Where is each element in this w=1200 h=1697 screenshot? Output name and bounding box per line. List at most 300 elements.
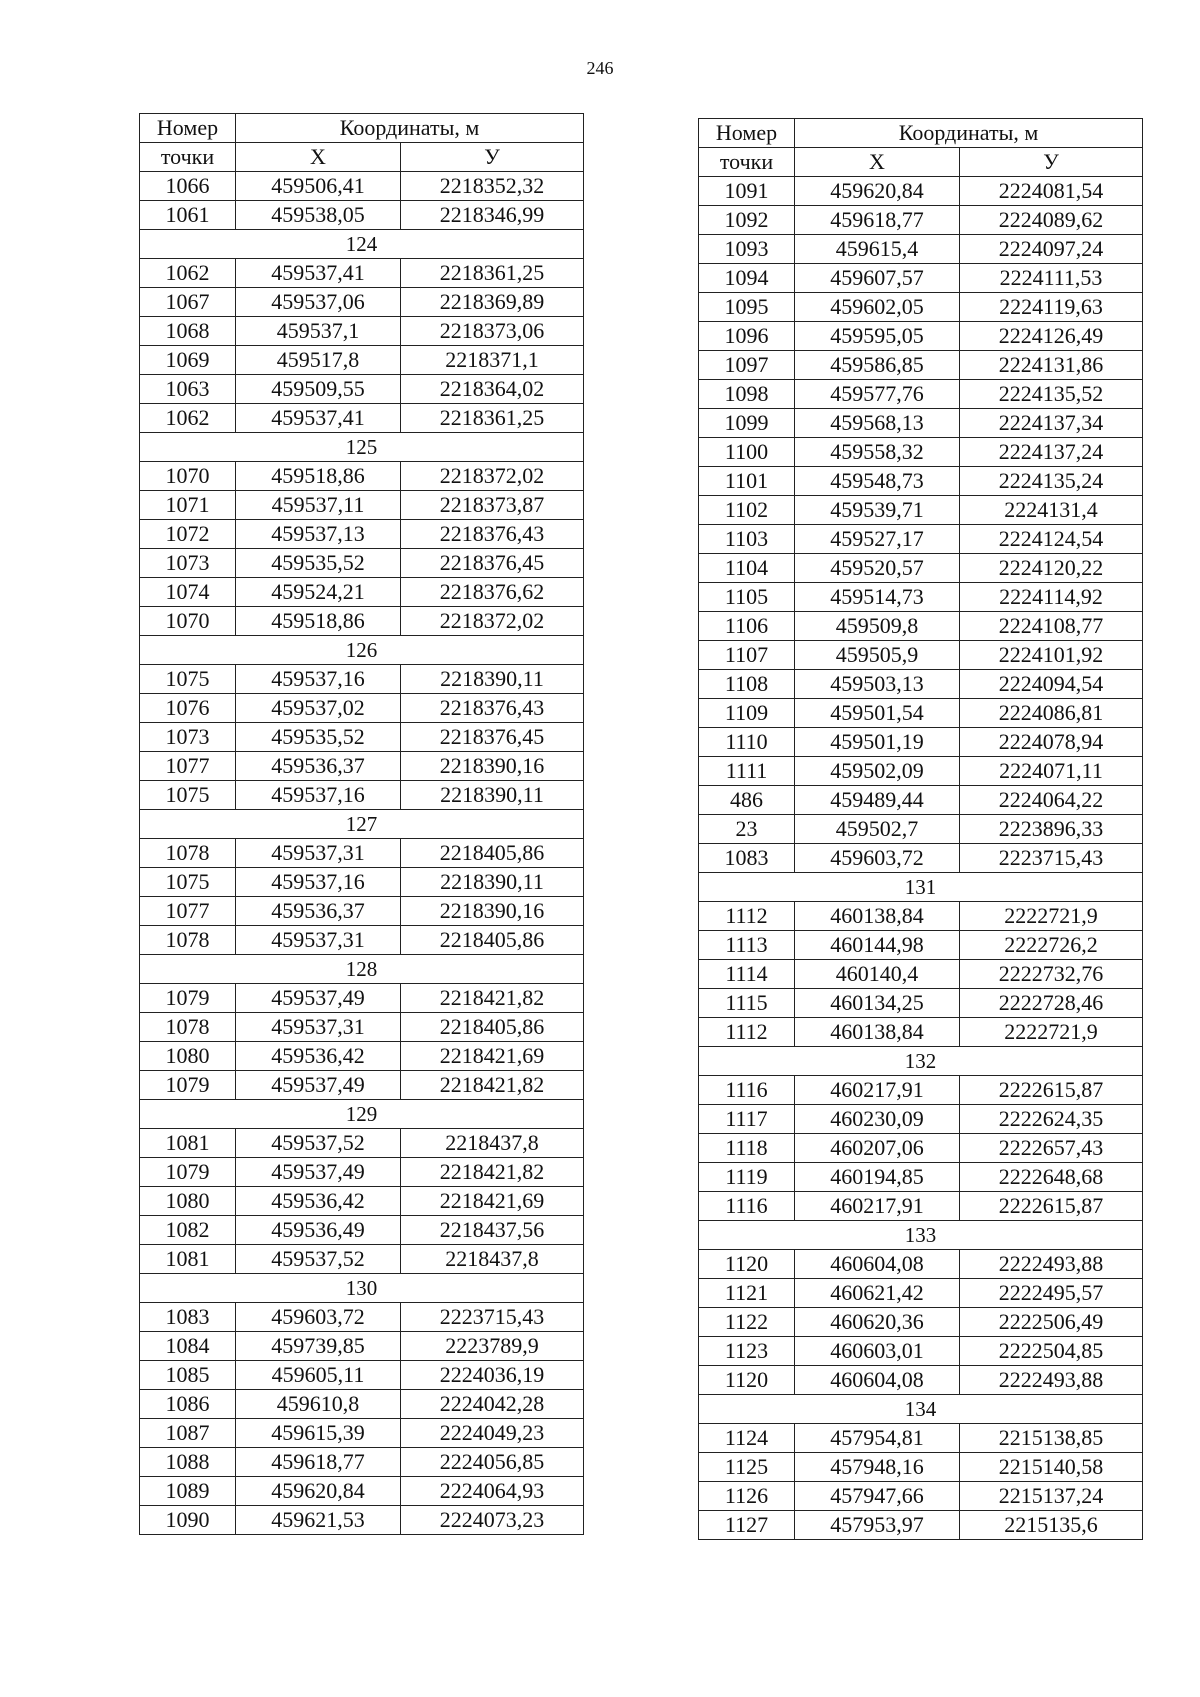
table-row (699, 380, 1143, 409)
x-coordinate-cell: 459577,76 (795, 380, 960, 409)
point-number-cell: 1075 (140, 868, 236, 897)
table-row (140, 520, 584, 549)
point-number-cell: 1116 (699, 1076, 795, 1105)
point-number-header: Номер (699, 119, 795, 148)
point-number-cell: 1124 (699, 1424, 795, 1453)
point-number-cell: 1076 (140, 694, 236, 723)
point-number-cell: 1122 (699, 1308, 795, 1337)
table-row (699, 438, 1143, 467)
x-coordinate-cell: 459537,06 (236, 288, 401, 317)
x-coordinate-cell: 459537,31 (236, 926, 401, 955)
x-coordinate-cell: 460138,84 (795, 902, 960, 931)
y-coordinate-cell: 2223715,43 (960, 844, 1143, 873)
y-coordinate-cell: 2222648,68 (960, 1163, 1143, 1192)
group-header-row (140, 1274, 584, 1303)
table-row (699, 1279, 1143, 1308)
y-coordinate-cell: 2218390,11 (401, 868, 584, 897)
table-row (140, 1071, 584, 1100)
y-coordinate-cell: 2218437,56 (401, 1216, 584, 1245)
x-coordinate-cell: 459537,52 (236, 1129, 401, 1158)
point-number-cell: 1077 (140, 752, 236, 781)
y-coordinate-cell: 2223789,9 (401, 1332, 584, 1361)
point-number-cell: 1115 (699, 989, 795, 1018)
group-header-row (699, 1047, 1143, 1076)
x-coordinate-cell: 459537,31 (236, 839, 401, 868)
point-number-cell: 1117 (699, 1105, 795, 1134)
y-coordinate-cell: 2222721,9 (960, 902, 1143, 931)
table-row (140, 839, 584, 868)
x-coordinate-cell: 459501,54 (795, 699, 960, 728)
y-coordinate-cell: 2215135,6 (960, 1511, 1143, 1540)
table-row (140, 781, 584, 810)
point-number-cell: 1085 (140, 1361, 236, 1390)
point-number-cell: 1073 (140, 549, 236, 578)
group-header-row (140, 1100, 584, 1129)
y-coordinate-cell: 2222615,87 (960, 1076, 1143, 1105)
x-coordinate-cell: 459537,16 (236, 781, 401, 810)
table-row (699, 177, 1143, 206)
x-coordinate-cell: 459537,52 (236, 1245, 401, 1274)
table-row (140, 984, 584, 1013)
point-number-cell: 1101 (699, 467, 795, 496)
table-row (699, 699, 1143, 728)
y-coordinate-cell: 2224137,24 (960, 438, 1143, 467)
table-row (140, 317, 584, 346)
point-number-cell: 1106 (699, 612, 795, 641)
point-number-cell: 1090 (140, 1506, 236, 1535)
y-coordinate-cell: 2218376,43 (401, 520, 584, 549)
y-coordinate-cell: 2218390,11 (401, 665, 584, 694)
table-row (699, 1511, 1143, 1540)
point-number-cell: 1091 (699, 177, 795, 206)
y-coordinate-cell: 2224126,49 (960, 322, 1143, 351)
table-row (140, 752, 584, 781)
table-row (699, 1308, 1143, 1337)
x-coordinate-cell: 459537,49 (236, 1158, 401, 1187)
x-coordinate-cell: 459537,13 (236, 520, 401, 549)
point-number-cell: 1097 (699, 351, 795, 380)
table-row (699, 1192, 1143, 1221)
x-coordinate-cell: 459518,86 (236, 607, 401, 636)
table-row (140, 1245, 584, 1274)
y-coordinate-cell: 2224064,93 (401, 1477, 584, 1506)
table-row (140, 259, 584, 288)
table-row (140, 607, 584, 636)
table-row (140, 665, 584, 694)
x-coordinate-cell: 459509,8 (795, 612, 960, 641)
x-coordinate-cell: 459536,37 (236, 897, 401, 926)
y-coordinate-cell: 2223896,33 (960, 815, 1143, 844)
table-row (699, 264, 1143, 293)
y-coordinate-cell: 2222504,85 (960, 1337, 1143, 1366)
x-coordinate-cell: 459615,39 (236, 1419, 401, 1448)
table-row (699, 293, 1143, 322)
y-coordinate-cell: 2218352,32 (401, 172, 584, 201)
group-number: 124 (140, 230, 584, 259)
point-number-cell: 1078 (140, 839, 236, 868)
table-row (140, 346, 584, 375)
point-number-cell: 1062 (140, 404, 236, 433)
point-number-cell: 1096 (699, 322, 795, 351)
x-coordinate-cell: 460140,4 (795, 960, 960, 989)
coordinates-table-left (139, 113, 584, 1535)
y-coordinate-cell: 2218421,82 (401, 984, 584, 1013)
group-number: 132 (699, 1047, 1143, 1076)
x-coordinate-cell: 459537,41 (236, 404, 401, 433)
x-coordinate-cell: 460134,25 (795, 989, 960, 1018)
table-row (699, 844, 1143, 873)
x-coordinate-cell: 459537,31 (236, 1013, 401, 1042)
table-row (699, 641, 1143, 670)
table-row (140, 1303, 584, 1332)
table-row (699, 496, 1143, 525)
y-header: У (960, 148, 1143, 177)
table-row (699, 960, 1143, 989)
point-number-cell: 1078 (140, 1013, 236, 1042)
point-number-cell: 1093 (699, 235, 795, 264)
point-number-cell: 23 (699, 815, 795, 844)
y-coordinate-cell: 2218376,43 (401, 694, 584, 723)
y-coordinate-cell: 2224135,24 (960, 467, 1143, 496)
point-number-cell: 1081 (140, 1245, 236, 1274)
point-number-cell: 1105 (699, 583, 795, 612)
group-number: 129 (140, 1100, 584, 1129)
table-row (699, 1337, 1143, 1366)
table-row (699, 786, 1143, 815)
x-coordinate-cell: 459509,55 (236, 375, 401, 404)
point-number-cell: 1069 (140, 346, 236, 375)
point-number-cell: 1100 (699, 438, 795, 467)
table-row (699, 351, 1143, 380)
point-number-cell: 1095 (699, 293, 795, 322)
y-coordinate-cell: 2218437,8 (401, 1129, 584, 1158)
table-row (140, 694, 584, 723)
x-coordinate-cell: 459603,72 (795, 844, 960, 873)
x-coordinate-cell: 459502,09 (795, 757, 960, 786)
group-number: 131 (699, 873, 1143, 902)
table-row (140, 1419, 584, 1448)
point-number-cell: 1087 (140, 1419, 236, 1448)
group-number: 125 (140, 433, 584, 462)
x-coordinate-cell: 459603,72 (236, 1303, 401, 1332)
y-coordinate-cell: 2218346,99 (401, 201, 584, 230)
y-coordinate-cell: 2222493,88 (960, 1366, 1143, 1395)
y-coordinate-cell: 2222732,76 (960, 960, 1143, 989)
point-number-cell: 1119 (699, 1163, 795, 1192)
point-number-cell: 1072 (140, 520, 236, 549)
point-number-cell: 1067 (140, 288, 236, 317)
group-header-row (140, 810, 584, 839)
table-row (140, 1332, 584, 1361)
x-coordinate-cell: 459620,84 (236, 1477, 401, 1506)
x-coordinate-cell: 459524,21 (236, 578, 401, 607)
y-coordinate-cell: 2224135,52 (960, 380, 1143, 409)
y-coordinate-cell: 2224064,22 (960, 786, 1143, 815)
table-row (140, 1158, 584, 1187)
y-coordinate-cell: 2222721,9 (960, 1018, 1143, 1047)
y-coordinate-cell: 2218373,06 (401, 317, 584, 346)
x-header: X (795, 148, 960, 177)
point-number-cell: 1120 (699, 1250, 795, 1279)
x-coordinate-cell: 459537,16 (236, 868, 401, 897)
group-number: 128 (140, 955, 584, 984)
table-row (699, 612, 1143, 641)
table-row (140, 288, 584, 317)
y-coordinate-cell: 2224086,81 (960, 699, 1143, 728)
point-number-cell: 1112 (699, 902, 795, 931)
point-number-cell: 1066 (140, 172, 236, 201)
x-coordinate-cell: 459537,02 (236, 694, 401, 723)
y-coordinate-cell: 2224111,53 (960, 264, 1143, 293)
x-coordinate-cell: 460194,85 (795, 1163, 960, 1192)
x-coordinate-cell: 459505,9 (795, 641, 960, 670)
x-coordinate-cell: 459536,49 (236, 1216, 401, 1245)
table-row (699, 1250, 1143, 1279)
table-row (140, 578, 584, 607)
y-coordinate-cell: 2224101,92 (960, 641, 1143, 670)
x-coordinate-cell: 459568,13 (795, 409, 960, 438)
point-number-cell: 1077 (140, 897, 236, 926)
point-number-cell: 1084 (140, 1332, 236, 1361)
y-coordinate-cell: 2215137,24 (960, 1482, 1143, 1511)
y-coordinate-cell: 2222657,43 (960, 1134, 1143, 1163)
point-number-cell: 1082 (140, 1216, 236, 1245)
x-coordinate-cell: 459618,77 (236, 1448, 401, 1477)
y-coordinate-cell: 2224119,63 (960, 293, 1143, 322)
y-coordinate-cell: 2218421,82 (401, 1158, 584, 1187)
x-coordinate-cell: 459501,19 (795, 728, 960, 757)
group-header-row (140, 636, 584, 665)
table-row (140, 926, 584, 955)
table-row (140, 1361, 584, 1390)
table-row (699, 815, 1143, 844)
x-coordinate-cell: 460603,01 (795, 1337, 960, 1366)
table-row (140, 549, 584, 578)
x-coordinate-cell: 459621,53 (236, 1506, 401, 1535)
coordinates-header: Координаты, м (236, 114, 584, 143)
table-row (140, 1448, 584, 1477)
table-row (699, 322, 1143, 351)
table-row (699, 931, 1143, 960)
point-number-cell: 1063 (140, 375, 236, 404)
point-number-cell: 1127 (699, 1511, 795, 1540)
point-number-cell: 1061 (140, 201, 236, 230)
y-coordinate-cell: 2218421,82 (401, 1071, 584, 1100)
x-coordinate-cell: 459527,17 (795, 525, 960, 554)
table-row (140, 201, 584, 230)
x-coordinate-cell: 460144,98 (795, 931, 960, 960)
point-number-header: Номер (140, 114, 236, 143)
point-number-cell: 1062 (140, 259, 236, 288)
y-coordinate-cell: 2224137,34 (960, 409, 1143, 438)
point-number-cell: 1089 (140, 1477, 236, 1506)
x-coordinate-cell: 459537,41 (236, 259, 401, 288)
point-number-cell: 1098 (699, 380, 795, 409)
y-coordinate-cell: 2222728,46 (960, 989, 1143, 1018)
table-row (140, 897, 584, 926)
y-coordinate-cell: 2218371,1 (401, 346, 584, 375)
point-number-cell: 1081 (140, 1129, 236, 1158)
table-row (140, 1129, 584, 1158)
x-coordinate-cell: 459535,52 (236, 723, 401, 752)
y-coordinate-cell: 2224081,54 (960, 177, 1143, 206)
y-coordinate-cell: 2218405,86 (401, 926, 584, 955)
y-coordinate-cell: 2224131,86 (960, 351, 1143, 380)
y-coordinate-cell: 2222726,2 (960, 931, 1143, 960)
x-coordinate-cell: 459605,11 (236, 1361, 401, 1390)
y-coordinate-cell: 2224120,22 (960, 554, 1143, 583)
x-coordinate-cell: 459607,57 (795, 264, 960, 293)
point-number-cell: 1114 (699, 960, 795, 989)
point-number-cell: 1112 (699, 1018, 795, 1047)
y-coordinate-cell: 2222495,57 (960, 1279, 1143, 1308)
x-coordinate-cell: 460620,36 (795, 1308, 960, 1337)
x-coordinate-cell: 459620,84 (795, 177, 960, 206)
x-coordinate-cell: 457948,16 (795, 1453, 960, 1482)
y-coordinate-cell: 2224056,85 (401, 1448, 584, 1477)
point-number-cell: 1083 (699, 844, 795, 873)
table-row (699, 670, 1143, 699)
group-number: 133 (699, 1221, 1143, 1250)
table-row (699, 728, 1143, 757)
y-coordinate-cell: 2224036,19 (401, 1361, 584, 1390)
table-row (140, 1390, 584, 1419)
y-coordinate-cell: 2218372,02 (401, 607, 584, 636)
point-number-cell: 1110 (699, 728, 795, 757)
y-coordinate-cell: 2222624,35 (960, 1105, 1143, 1134)
x-coordinate-cell: 460604,08 (795, 1250, 960, 1279)
x-coordinate-cell: 459595,05 (795, 322, 960, 351)
x-coordinate-cell: 459536,42 (236, 1042, 401, 1071)
y-coordinate-cell: 2215140,58 (960, 1453, 1143, 1482)
point-number-cell: 1086 (140, 1390, 236, 1419)
x-coordinate-cell: 460138,84 (795, 1018, 960, 1047)
y-coordinate-cell: 2224097,24 (960, 235, 1143, 264)
point-number-cell: 1071 (140, 491, 236, 520)
point-number-cell: 1123 (699, 1337, 795, 1366)
x-coordinate-cell: 460217,91 (795, 1192, 960, 1221)
y-coordinate-cell: 2218376,45 (401, 723, 584, 752)
point-number-header-line2: точки (140, 143, 236, 172)
table-row (699, 583, 1143, 612)
table-row (699, 902, 1143, 931)
x-coordinate-cell: 459537,1 (236, 317, 401, 346)
x-coordinate-cell: 459602,05 (795, 293, 960, 322)
x-coordinate-cell: 460217,91 (795, 1076, 960, 1105)
x-coordinate-cell: 459537,49 (236, 1071, 401, 1100)
table-body (140, 172, 584, 1535)
point-number-cell: 1109 (699, 699, 795, 728)
x-coordinate-cell: 460604,08 (795, 1366, 960, 1395)
x-coordinate-cell: 459536,37 (236, 752, 401, 781)
point-number-cell: 1070 (140, 607, 236, 636)
x-coordinate-cell: 459518,86 (236, 462, 401, 491)
point-number-cell: 1073 (140, 723, 236, 752)
y-coordinate-cell: 2218405,86 (401, 1013, 584, 1042)
y-coordinate-cell: 2224114,92 (960, 583, 1143, 612)
table-row (699, 1453, 1143, 1482)
point-number-cell: 1079 (140, 1071, 236, 1100)
table-row (699, 757, 1143, 786)
y-coordinate-cell: 2218361,25 (401, 259, 584, 288)
group-number: 134 (699, 1395, 1143, 1424)
table-row (699, 1366, 1143, 1395)
group-header-row (699, 873, 1143, 902)
x-coordinate-cell: 459739,85 (236, 1332, 401, 1361)
y-coordinate-cell: 2218376,62 (401, 578, 584, 607)
group-header-row (699, 1395, 1143, 1424)
point-number-cell: 1125 (699, 1453, 795, 1482)
x-coordinate-cell: 457954,81 (795, 1424, 960, 1453)
group-header-row (699, 1221, 1143, 1250)
point-number-cell: 1092 (699, 206, 795, 235)
y-coordinate-cell: 2218390,16 (401, 897, 584, 926)
point-number-cell: 1102 (699, 496, 795, 525)
point-number-cell: 1078 (140, 926, 236, 955)
x-coordinate-cell: 459618,77 (795, 206, 960, 235)
y-coordinate-cell: 2218405,86 (401, 839, 584, 868)
y-coordinate-cell: 2222506,49 (960, 1308, 1143, 1337)
point-number-cell: 1080 (140, 1042, 236, 1071)
x-coordinate-cell: 459548,73 (795, 467, 960, 496)
x-coordinate-cell: 459537,11 (236, 491, 401, 520)
table-row (140, 868, 584, 897)
y-coordinate-cell: 2218369,89 (401, 288, 584, 317)
x-coordinate-cell: 459489,44 (795, 786, 960, 815)
x-coordinate-cell: 459520,57 (795, 554, 960, 583)
table-row (140, 723, 584, 752)
x-coordinate-cell: 459539,71 (795, 496, 960, 525)
table-row (140, 172, 584, 201)
x-coordinate-cell: 459517,8 (236, 346, 401, 375)
point-number-cell: 1126 (699, 1482, 795, 1511)
group-header-row (140, 955, 584, 984)
table-row (699, 525, 1143, 554)
group-header-row (140, 230, 584, 259)
point-number-cell: 1104 (699, 554, 795, 583)
y-coordinate-cell: 2224042,28 (401, 1390, 584, 1419)
point-number-cell: 1088 (140, 1448, 236, 1477)
y-coordinate-cell: 2224073,23 (401, 1506, 584, 1535)
table-row (140, 1506, 584, 1535)
table-row (699, 467, 1143, 496)
point-number-cell: 1074 (140, 578, 236, 607)
x-coordinate-cell: 457947,66 (795, 1482, 960, 1511)
table-row (140, 491, 584, 520)
y-coordinate-cell: 2218376,45 (401, 549, 584, 578)
table-row (699, 1018, 1143, 1047)
y-coordinate-cell: 2224078,94 (960, 728, 1143, 757)
x-coordinate-cell: 459586,85 (795, 351, 960, 380)
x-coordinate-cell: 459514,73 (795, 583, 960, 612)
table-row (699, 1482, 1143, 1511)
x-coordinate-cell: 460207,06 (795, 1134, 960, 1163)
point-number-cell: 1113 (699, 931, 795, 960)
y-coordinate-cell: 2218364,02 (401, 375, 584, 404)
y-coordinate-cell: 2224094,54 (960, 670, 1143, 699)
y-coordinate-cell: 2218372,02 (401, 462, 584, 491)
y-coordinate-cell: 2224071,11 (960, 757, 1143, 786)
table-row (699, 989, 1143, 1018)
coordinates-header: Координаты, м (795, 119, 1143, 148)
y-coordinate-cell: 2218421,69 (401, 1042, 584, 1071)
point-number-cell: 1079 (140, 1158, 236, 1187)
x-header: X (236, 143, 401, 172)
point-number-cell: 1068 (140, 317, 236, 346)
table-row (699, 1076, 1143, 1105)
table-row (140, 1013, 584, 1042)
group-number: 130 (140, 1274, 584, 1303)
